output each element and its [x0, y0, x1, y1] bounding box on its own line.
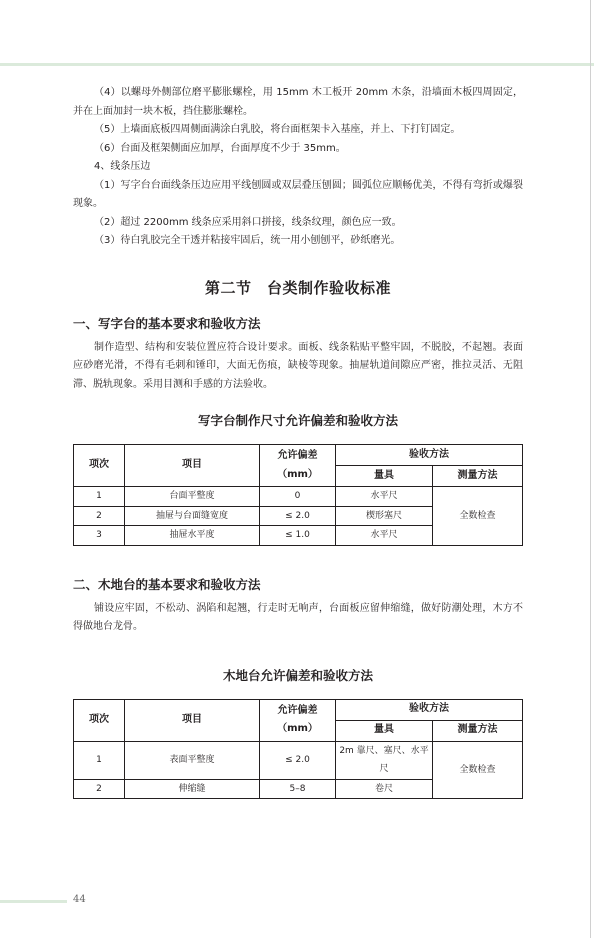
cell-measure: 全数检查: [433, 487, 523, 546]
cell-tolerance: 5–8: [260, 779, 336, 799]
desk-table: [73, 444, 523, 546]
cell-item: 抽屉与台面缝宽度: [125, 506, 260, 526]
cell-no: 1: [74, 741, 125, 779]
cell-tolerance: ≤ 2.0: [260, 506, 336, 526]
cell-item: 表面平整度: [125, 741, 260, 779]
cell-tool: 楔形塞尺: [336, 506, 433, 526]
col-item: 项目: [125, 699, 260, 741]
floor-heading: 二、木地台的基本要求和验收方法: [73, 576, 261, 592]
col-index: 项次: [74, 699, 125, 741]
cell-tolerance: 0: [260, 487, 336, 507]
list-heading: 4、线条压边: [94, 161, 151, 172]
page-content: [73, 84, 523, 799]
footer-rule: [0, 900, 67, 903]
cell-tolerance: ≤ 1.0: [260, 526, 336, 546]
header-rule: [0, 63, 594, 66]
paragraph: （2）超过 2200mm 线条应采用斜口拼接，线条纹理，颜色应一致。: [94, 216, 402, 228]
col-tolerance: 允许偏差（mm）: [260, 699, 336, 741]
table-row: [74, 487, 523, 507]
col-tolerance: 允许偏差（mm）: [260, 445, 336, 487]
cell-item: 台面平整度: [125, 487, 260, 507]
paragraph: （4）以螺母外侧部位磨平膨胀螺栓，用 15mm 木工板开 20mm 木条，沿墙面木板四周固定，并在上面加封一块木板，挡住膨胀螺栓。: [73, 87, 523, 117]
cell-no: 1: [74, 487, 125, 507]
col-index: 项次: [74, 445, 125, 487]
cell-item: 抽屉水平度: [125, 526, 260, 546]
col-measure: 测量方法: [433, 466, 523, 487]
col-tool: 量具: [336, 466, 433, 487]
cell-no: 2: [74, 779, 125, 799]
paragraph: （3）待白乳胶完全干透并粘接牢固后，统一用小刨刨平，砂纸磨光。: [94, 235, 401, 246]
desk-heading: 一、写字台的基本要求和验收方法: [73, 315, 261, 331]
cell-tool: 水平尺: [336, 487, 433, 507]
floor-table: [73, 699, 523, 800]
col-tool: 量具: [336, 720, 433, 741]
table-row: [74, 741, 523, 779]
section-title: 第二节 台类制作验收标准: [204, 278, 391, 297]
cell-tolerance: ≤ 2.0: [260, 741, 336, 779]
col-method: 验收方法: [336, 445, 523, 466]
cell-tool: 卷尺: [336, 779, 433, 799]
paragraph: （5）上墙面底板四周侧面满涂白乳胶，将台面框架卡入基座，并上、下打钉固定。: [94, 124, 461, 135]
paragraph: （1）写字台台面线条压边应用平线刨圆或双层叠压刨圆；圆弧位应顺畅优美，不得有弯折或爆裂现象。: [73, 179, 523, 209]
cell-tool: 水平尺: [336, 526, 433, 546]
col-method: 验收方法: [336, 699, 523, 720]
desk-body: 制作造型、结构和安装位置应符合设计要求。面板、线条粘贴平整牢固，不脱胶，不起翘。表面应砂磨光滑，不得有毛刺和锤印，大面无伤痕，缺棱等现象。抽屉轨道间隙应严密，推拉灵活、无阻滞、脱轨现象。采用目测和手感的方法验收。: [73, 341, 523, 390]
cell-no: 2: [74, 506, 125, 526]
cell-measure: 全数检查: [433, 741, 523, 799]
col-measure: 测量方法: [433, 720, 523, 741]
floor-body: 铺设应牢固，不松动、涡陷和起翘，行走时无响声，台面板应留伸缩缝，做好防潮处理，木方不得做地台龙骨。: [73, 602, 523, 632]
floor-table-title: 木地台允许偏差和验收方法: [222, 667, 373, 683]
page-edge: [590, 0, 591, 938]
cell-no: 3: [74, 526, 125, 546]
cell-item: 伸缩缝: [125, 779, 260, 799]
paragraph: （6）台面及框架侧面应加厚，台面厚度不少于 35mm。: [94, 142, 346, 154]
cell-tool: 2m 靠尺、塞尺、水平尺: [336, 741, 433, 779]
col-item: 项目: [125, 445, 260, 487]
desk-table-title: 写字台制作尺寸允许偏差和验收方法: [197, 413, 398, 428]
page-number: 44: [73, 894, 86, 905]
